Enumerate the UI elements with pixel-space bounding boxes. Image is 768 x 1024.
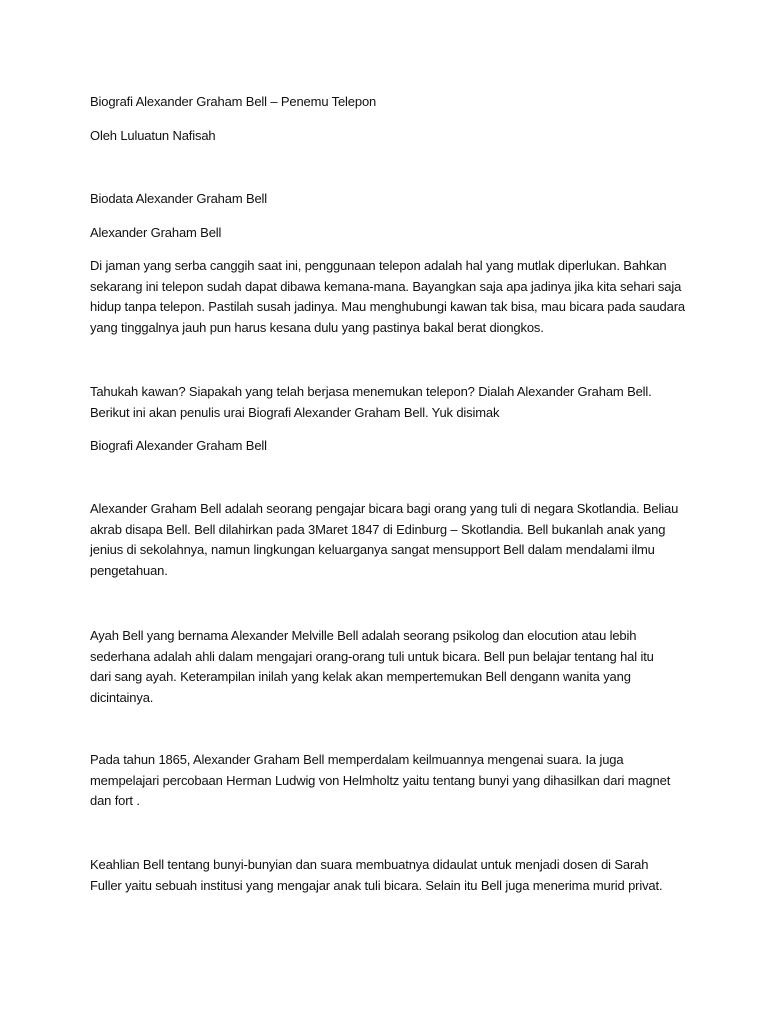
paragraph-father	[90, 626, 690, 708]
paragraph-line: mempelajari percobaan Herman Ludwig von Helmholtz yaitu tentang bunyi yang dihasilkan dari magnet	[90, 772, 671, 788]
paragraph-expertise	[90, 855, 690, 896]
paragraph-line: akrab disapa Bell. Bell dilahirkan pada 3Maret 1847 di Edinburg – Skotlandia. Bell bukanlah anak yang	[90, 521, 666, 537]
name-line	[90, 223, 690, 244]
paragraph-line: Di jaman yang serba canggih saat ini, penggunaan telepon adalah hal yang mutlak diperlukan. Bahkan	[90, 258, 667, 273]
paragraph-line: pengetahuan.	[90, 562, 168, 578]
paragraph-line: dicintainya.	[90, 689, 154, 705]
paragraph-line: Alexander Graham Bell adalah seorang pengajar bicara bagi orang yang tuli di negara Skotlandia. Beliau	[90, 501, 679, 516]
heading-biografi	[90, 436, 690, 457]
paragraph-line: Ayah Bell yang bernama Alexander Melville Bell adalah seorang psikolog dan elocution atau lebih	[90, 628, 637, 643]
author-line	[90, 126, 690, 147]
author-text: Oleh Luluatun Nafisah	[90, 128, 216, 143]
heading-biodata	[90, 189, 690, 210]
paragraph-line: Tahukah kawan? Siapakah yang telah berjasa menemukan telepon? Dialah Alexander Graham Bell.	[90, 384, 652, 399]
heading-biodata-text: Biodata Alexander Graham Bell	[90, 191, 268, 206]
paragraph-line: dan fort .	[90, 793, 140, 808]
paragraph-question	[90, 382, 690, 423]
document-title	[90, 92, 690, 113]
paragraph-line: yang tinggalnya jauh pun harus kesana dulu yang pastinya bakal berat diongkos.	[90, 319, 544, 335]
name-line-text: Alexander Graham Bell	[90, 225, 222, 240]
paragraph-line: hidup tanpa telepon. Pastilah susah jadinya. Mau menghubungi kawan tak bisa, mau bicara pada saudara	[90, 299, 685, 314]
paragraph-line: dari sang ayah. Keterampilan inilah yang kelak akan mempertemukan Bell dengann wanita yang	[90, 669, 631, 684]
paragraph-line: Pada tahun 1865, Alexander Graham Bell memperdalam keilmuannya mengenai suara. Ia juga	[90, 752, 624, 767]
paragraph-intro	[90, 256, 690, 338]
title-text: Biografi Alexander Graham Bell – Penemu Telepon	[90, 94, 377, 109]
paragraph-1865	[90, 750, 690, 812]
paragraph-line: jenius di sekolahnya, namun lingkungan keluarganya sangat mensupport Bell dalam mendalami ilmu	[90, 542, 655, 557]
paragraph-line: Fuller yaitu sebuah institusi yang mengajar anak tuli bicara. Selain itu Bell juga menerima murid privat.	[90, 877, 663, 893]
paragraph-line: Keahlian Bell tentang bunyi-bunyian dan suara membuatnya didaulat untuk menjadi dosen di Sarah	[90, 857, 649, 872]
paragraph-line: sederhana adalah ahli dalam mengajari orang-orang tuli untuk bicara. Bell pun belajar tentang hal itu	[90, 648, 654, 664]
paragraph-line: Berikut ini akan penulis urai Biografi Alexander Graham Bell. Yuk disimak	[90, 404, 500, 420]
heading-biografi-text: Biografi Alexander Graham Bell	[90, 438, 267, 453]
paragraph-bio	[90, 499, 690, 581]
paragraph-line: sekarang ini telepon sudah dapat dibawa kemana-mana. Bayangkan saja apa jadinya jika kita sehari saja	[90, 278, 682, 294]
